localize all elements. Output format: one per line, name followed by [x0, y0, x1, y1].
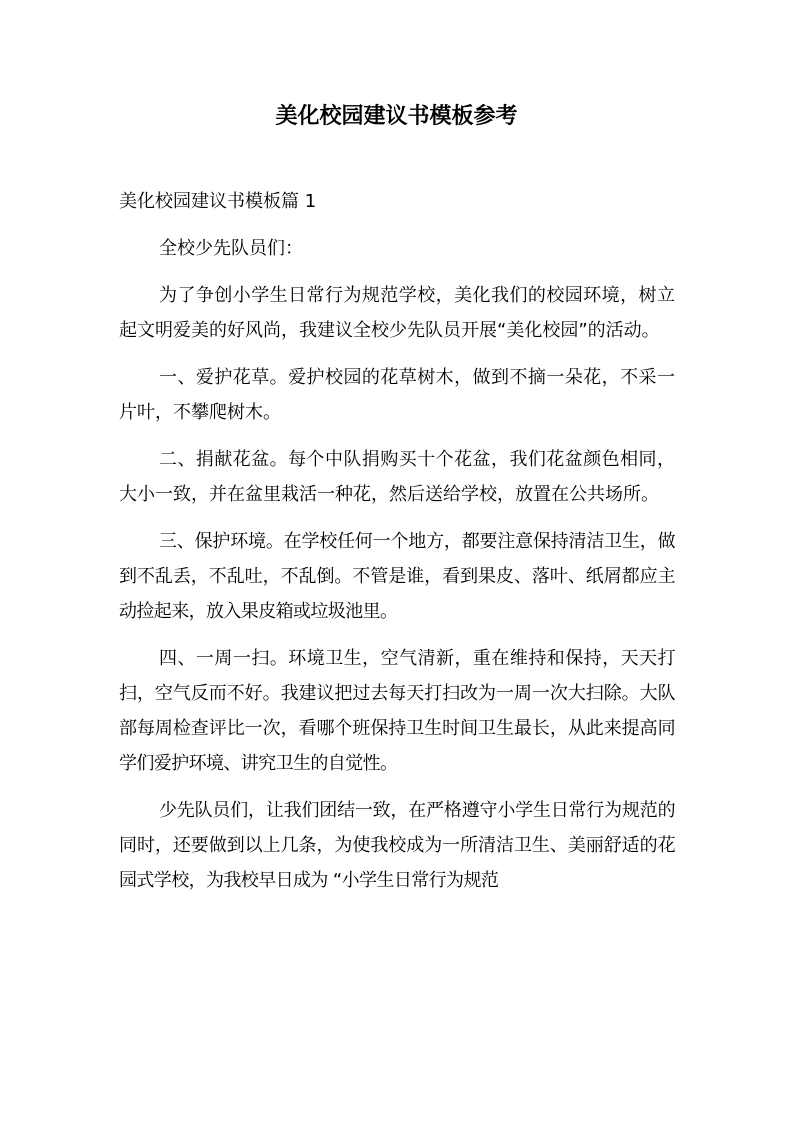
salutation-paragraph: 全校少先队员们：: [159, 238, 303, 259]
closing-paragraph: 少先队员们，让我们团结一致，在严格遵守小学生日常行为规范的同时，还要做到以上几条，为使我校成为一所清洁卫生、美丽舒适的花园式学校，为我校早日成为 “小学生日常行为规范: [119, 800, 675, 891]
point-one-paragraph: 一、爱护花草。爱护校园的花草树木，做到不摘一朵花，不采一片叶，不攀爬树木。: [119, 367, 675, 423]
point-two-paragraph: 二、捐献花盆。每个中队捐购买十个花盆，我们花盆颜色相同，大小一致，并在盆里栽活一种花，然后送给学校，放置在公共场所。: [119, 449, 675, 505]
point-four-paragraph: 四、一周一扫。环境卫生，空气清新，重在维持和保持，天天打扫，空气反而不好。我建议把过去每天打扫改为一周一次大扫除。大队部每周检查评比一次，看哪个班保持卫生时间卫生最长，从此来提高同学们爱护环境、讲究卫生的自觉性。: [119, 648, 675, 774]
document-title: 美化校园建议书模板参考: [275, 104, 518, 129]
document-body: [119, 184, 675, 910]
intro-paragraph: 为了争创小学生日常行为规范学校，美化我们的校园环境，树立起文明爱美的好风尚，我建议全校少先队员开展“美化校园”的活动。: [119, 285, 675, 341]
point-three-paragraph: 三、保护环境。在学校任何一个地方，都要注意保持清洁卫生，做到不乱丢，不乱吐，不乱倒。不管是谁，看到果皮、落叶、纸屑都应主动捡起来，放入果皮箱或垃圾池里。: [119, 531, 675, 622]
section-heading: 美化校园建议书模板篇 1: [119, 191, 317, 212]
